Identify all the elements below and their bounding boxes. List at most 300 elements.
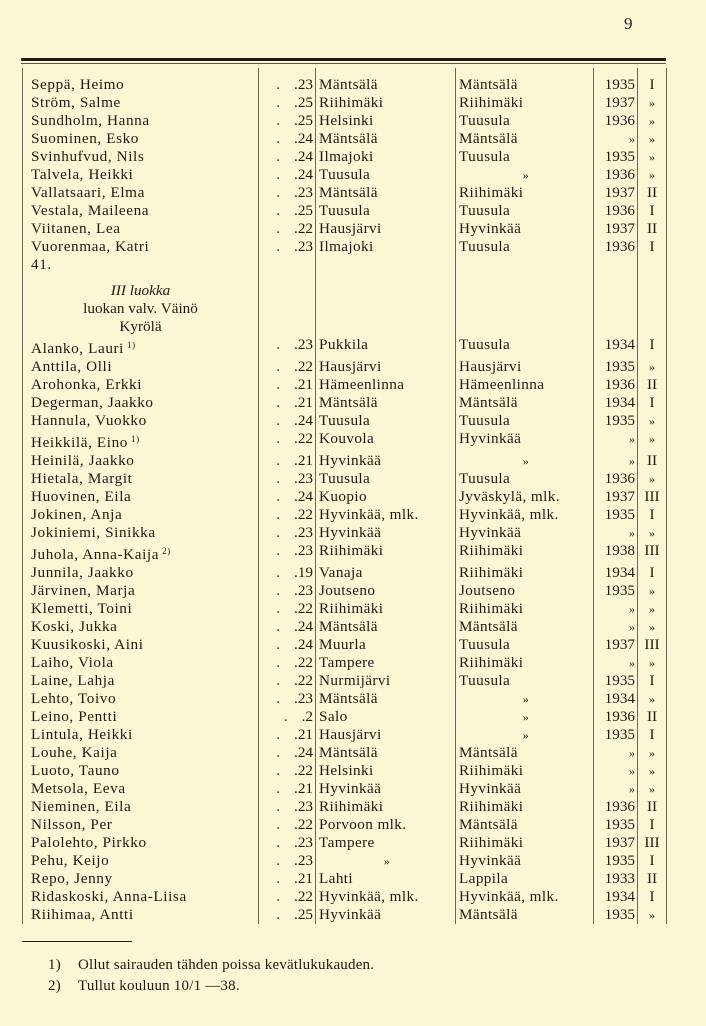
birthplace-cell [316, 336, 456, 358]
birth-year: .23 [294, 834, 313, 851]
grade-cell [638, 202, 667, 220]
residence: Mäntsälä [459, 130, 518, 147]
student-name: Seppä, Heimo [31, 76, 125, 93]
birth-year: .19 [294, 564, 313, 581]
birth-year-cell [259, 412, 316, 430]
student-name-cell [23, 726, 259, 744]
student-name-cell [23, 744, 259, 762]
birth-year-cell [259, 76, 316, 94]
entry-year-cell [594, 654, 638, 672]
student-name: Anttila, Olli [31, 358, 113, 375]
birthplace: Mäntsälä [319, 690, 378, 707]
residence: Riihimäki [459, 564, 524, 581]
residence: Jyväskylä, mlk. [459, 488, 560, 505]
birthplace: Hausjärvi [319, 726, 382, 743]
birthplace-cell [316, 816, 456, 834]
table-row [23, 394, 667, 412]
birth-year: .22 [294, 506, 313, 523]
residence: Tuusula [459, 112, 511, 129]
grade: II [646, 452, 658, 469]
table-row [23, 452, 667, 470]
birth-year-cell [259, 726, 316, 744]
class-heading: III luokka [23, 282, 259, 300]
entry-year-cell [594, 184, 638, 202]
birthplace-cell [316, 220, 456, 238]
entry-year-cell [594, 524, 638, 542]
grade: I [649, 852, 655, 869]
student-name-cell [23, 906, 259, 924]
grade: II [646, 220, 658, 237]
birthplace-cell [316, 488, 456, 506]
birth-year-cell [259, 690, 316, 708]
entry-year-cell [594, 148, 638, 166]
residence-cell [456, 636, 594, 654]
birth-year: .23 [294, 238, 313, 255]
table-row [23, 690, 667, 708]
grade-cell [638, 852, 667, 870]
leader-dot: . [276, 166, 281, 183]
birthplace-cell [316, 672, 456, 690]
grade: » [649, 150, 655, 164]
entry-year-cell [594, 238, 638, 256]
student-name: Svinhufvud, Nils [31, 148, 145, 165]
birth-year-cell [259, 636, 316, 654]
birthplace: Hämeenlinna [319, 376, 405, 393]
grade-cell [638, 220, 667, 238]
birthplace: Lahti [319, 870, 354, 887]
table-row [23, 654, 667, 672]
table-row [23, 524, 667, 542]
grade: » [649, 584, 655, 598]
leader-dot: . [276, 618, 281, 635]
birthplace: Joutseno [319, 582, 376, 599]
grade-cell [638, 452, 667, 470]
birth-year: .25 [294, 94, 313, 111]
entry-year: 1936 [604, 470, 635, 487]
grade: » [649, 432, 655, 446]
birth-year-cell [259, 202, 316, 220]
student-name-cell [23, 452, 259, 470]
student-name: Nieminen, Eila [31, 798, 132, 815]
table-row [23, 672, 667, 690]
leader-dot: . [276, 690, 281, 707]
birth-year-cell [259, 672, 316, 690]
leader-dot: . [276, 524, 281, 541]
grade: III [644, 636, 660, 653]
residence: Lappila [459, 870, 509, 887]
page-number: 9 [624, 14, 633, 33]
birthplace: Mäntsälä [319, 744, 378, 761]
table-row [23, 542, 667, 564]
grade-cell [638, 564, 667, 582]
table-row [23, 470, 667, 488]
grade: » [649, 602, 655, 616]
birthplace-cell [316, 798, 456, 816]
residence-cell [456, 690, 594, 708]
student-name-cell [23, 166, 259, 184]
birth-year-cell [259, 798, 316, 816]
grade: » [649, 472, 655, 486]
birthplace: Pukkila [319, 336, 369, 353]
grade-cell [638, 506, 667, 524]
birth-year-cell [259, 220, 316, 238]
student-name: Koski, Jukka [31, 618, 118, 635]
grade-cell [638, 238, 667, 256]
residence: Tuusula [459, 412, 511, 429]
student-name: Junnila, Jaakko [31, 564, 134, 581]
grade-cell [638, 542, 667, 564]
entry-year: 1934 [604, 394, 635, 411]
grade-cell [638, 488, 667, 506]
residence-cell [456, 744, 594, 762]
grade: I [649, 564, 655, 581]
residence-cell [456, 852, 594, 870]
student-name: Järvinen, Marja [31, 582, 136, 599]
entry-year: » [629, 602, 635, 616]
entry-year-cell [594, 166, 638, 184]
grade: » [649, 782, 655, 796]
birth-year-cell [259, 148, 316, 166]
residence: Joutseno [459, 582, 516, 599]
grade-cell [638, 76, 667, 94]
birth-year-cell [259, 336, 316, 358]
residence: » [522, 710, 530, 724]
leader-dot: . [276, 726, 281, 743]
entry-year: 1937 [604, 184, 635, 201]
birth-year-cell [259, 816, 316, 834]
grade: » [649, 96, 655, 110]
birth-year: .24 [294, 412, 313, 429]
leader-dot: . [276, 202, 281, 219]
residence-cell [456, 452, 594, 470]
birth-year-cell [259, 708, 316, 726]
student-name-cell [23, 582, 259, 600]
birth-year: .25 [294, 112, 313, 129]
birthplace-cell [316, 870, 456, 888]
birthplace-cell [316, 394, 456, 412]
birth-year: .24 [294, 148, 313, 165]
grade: III [644, 542, 660, 559]
residence-cell [456, 394, 594, 412]
student-name-cell [23, 238, 259, 256]
table-row [23, 762, 667, 780]
entry-year: 1937 [604, 94, 635, 111]
student-name: Huovinen, Eila [31, 488, 132, 505]
table-row [23, 220, 667, 238]
grade: » [649, 620, 655, 634]
grade: I [649, 816, 655, 833]
leader-dot: . [276, 564, 281, 581]
entry-year-cell [594, 582, 638, 600]
grade: » [649, 764, 655, 778]
student-name-cell [23, 112, 259, 130]
entry-year: » [629, 454, 635, 468]
birthplace-cell [316, 94, 456, 112]
birthplace: Hausjärvi [319, 358, 382, 375]
residence-cell [456, 202, 594, 220]
table-row [23, 238, 667, 256]
student-name-cell [23, 708, 259, 726]
residence-cell [456, 238, 594, 256]
birthplace: Mäntsälä [319, 184, 378, 201]
student-name-cell [23, 470, 259, 488]
entry-year: 1936 [604, 202, 635, 219]
student-name-cell [23, 888, 259, 906]
birthplace-cell [316, 780, 456, 798]
birthplace-cell [316, 564, 456, 582]
birthplace: Hyvinkää, mlk. [319, 506, 419, 523]
birth-year: .23 [294, 524, 313, 541]
leader-dot: . [276, 780, 281, 797]
birth-year-cell [259, 112, 316, 130]
birthplace-cell [316, 130, 456, 148]
leader-dot: . [276, 94, 281, 111]
birth-year-cell [259, 130, 316, 148]
birth-year-cell [259, 238, 316, 256]
grade: II [646, 870, 658, 887]
entry-year-cell [594, 220, 638, 238]
entry-year: 1934 [604, 690, 635, 707]
table-row [23, 506, 667, 524]
student-name: Ridaskoski, Anna-Liisa [31, 888, 187, 905]
student-name: Hannula, Vuokko [31, 412, 147, 429]
leader-dot: . [276, 452, 281, 469]
birthplace: Helsinki [319, 762, 374, 779]
entry-year-cell [594, 816, 638, 834]
table-row [23, 780, 667, 798]
grade-cell [638, 636, 667, 654]
table-row [23, 636, 667, 654]
student-name: Repo, Jenny [31, 870, 113, 887]
student-table [22, 68, 666, 924]
grade: » [649, 168, 655, 182]
birthplace-cell [316, 112, 456, 130]
birth-year: .23 [294, 542, 313, 559]
birthplace: Helsinki [319, 112, 374, 129]
footnote-text: Ollut sairauden tähden poissa kevätlukukauden. [78, 957, 375, 973]
entry-year: 1934 [604, 888, 635, 905]
birthplace-cell [316, 906, 456, 924]
birth-year: .24 [294, 130, 313, 147]
table-row [23, 564, 667, 582]
birthplace-cell [316, 636, 456, 654]
residence-cell [456, 816, 594, 834]
residence-cell [456, 798, 594, 816]
grade-cell [638, 130, 667, 148]
student-name-cell [23, 220, 259, 238]
table-row [23, 94, 667, 112]
birthplace: Kuopio [319, 488, 367, 505]
student-name: Heinilä, Jaakko [31, 452, 135, 469]
entry-year: 1935 [604, 506, 635, 523]
entry-year: 1936 [604, 166, 635, 183]
grade: II [646, 708, 658, 725]
residence: » [522, 692, 530, 706]
birthplace: Ilmajoki [319, 148, 374, 165]
entry-year-cell [594, 336, 638, 358]
leader-dot: . [276, 358, 281, 375]
entry-year: » [629, 782, 635, 796]
table-row [23, 488, 667, 506]
table-row [23, 906, 667, 924]
birth-year: .22 [294, 358, 313, 375]
birthplace: Riihimäki [319, 542, 384, 559]
residence-cell [456, 906, 594, 924]
footnote-mark: 2) [48, 978, 61, 994]
residence: Tuusula [459, 148, 511, 165]
birthplace-cell [316, 834, 456, 852]
entry-year: 1936 [604, 112, 635, 129]
leader-dot: . [276, 336, 281, 353]
grade-cell [638, 358, 667, 376]
birth-year: .24 [294, 488, 313, 505]
birth-year: .24 [294, 166, 313, 183]
birth-year: .23 [294, 852, 313, 869]
birthplace: Hyvinkää [319, 452, 382, 469]
residence: Riihimäki [459, 834, 524, 851]
entry-year-cell [594, 672, 638, 690]
grade-cell [638, 870, 667, 888]
entry-year: 1936 [604, 708, 635, 725]
leader-dot: . [276, 600, 281, 617]
residence: Hyvinkää, mlk. [459, 888, 559, 905]
birthplace: Muurla [319, 636, 367, 653]
birth-year: .23 [294, 798, 313, 815]
birth-year: .22 [294, 220, 313, 237]
birth-year-cell [259, 744, 316, 762]
student-name: Palolehto, Pirkko [31, 834, 147, 851]
grade-cell [638, 906, 667, 924]
residence: » [522, 728, 530, 742]
leader-dot: . [283, 708, 288, 725]
student-name: Pehu, Keijo [31, 852, 110, 869]
residence-cell [456, 220, 594, 238]
birthplace-cell [316, 744, 456, 762]
birthplace: Hyvinkää, mlk. [319, 888, 419, 905]
entry-year: 1935 [604, 76, 635, 93]
student-name: Luoto, Tauno [31, 762, 120, 779]
leader-dot: . [276, 220, 281, 237]
birth-year-cell [259, 870, 316, 888]
leader-dot: . [276, 184, 281, 201]
leader-dot: . [276, 376, 281, 393]
table-row [23, 834, 667, 852]
table-row [23, 430, 667, 452]
leader-dot: . [276, 816, 281, 833]
table-row [23, 112, 667, 130]
leader-dot: . [276, 76, 281, 93]
birth-year: .22 [294, 672, 313, 689]
birth-year: .2 [301, 708, 313, 725]
table-row [23, 600, 667, 618]
leader-dot: . [276, 488, 281, 505]
grade: I [649, 336, 655, 353]
entry-year-cell [594, 506, 638, 524]
residence: » [522, 168, 530, 182]
birth-year-cell [259, 376, 316, 394]
table-row [23, 582, 667, 600]
entry-year: » [629, 656, 635, 670]
residence-cell [456, 564, 594, 582]
grade-cell [638, 726, 667, 744]
entry-year-cell [594, 452, 638, 470]
birth-year-cell [259, 600, 316, 618]
leader-dot: . [276, 888, 281, 905]
residence-cell [456, 870, 594, 888]
birthplace-cell [316, 852, 456, 870]
grade-cell [638, 376, 667, 394]
birth-year-cell [259, 582, 316, 600]
residence: Mäntsälä [459, 906, 518, 923]
birthplace: Mäntsälä [319, 76, 378, 93]
birthplace-cell [316, 690, 456, 708]
student-name: Kuusikoski, Aini [31, 636, 144, 653]
birth-year-cell [259, 524, 316, 542]
student-name: Ström, Salme [31, 94, 121, 111]
grade: II [646, 376, 658, 393]
footnote-text: Tullut kouluun 10/1 —38. [78, 978, 240, 994]
residence-cell [456, 524, 594, 542]
table-row [23, 852, 667, 870]
entry-year: 1937 [604, 488, 635, 505]
residence: Riihimäki [459, 600, 524, 617]
birthplace: Kouvola [319, 430, 375, 447]
grade: » [649, 360, 655, 374]
grade: III [644, 834, 660, 851]
birth-year: .22 [294, 816, 313, 833]
birth-year: .23 [294, 184, 313, 201]
birth-year: .23 [294, 470, 313, 487]
residence: Tuusula [459, 336, 511, 353]
grade-cell [638, 148, 667, 166]
entry-year-cell [594, 488, 638, 506]
student-name: Laine, Lahja [31, 672, 115, 689]
residence-cell [456, 166, 594, 184]
residence-cell [456, 112, 594, 130]
table-row [23, 202, 667, 220]
residence: Riihimäki [459, 542, 524, 559]
birth-year: .23 [294, 690, 313, 707]
grade-cell [638, 798, 667, 816]
birthplace-cell [316, 524, 456, 542]
entry-year: » [629, 620, 635, 634]
grade-cell [638, 582, 667, 600]
table-row [23, 358, 667, 376]
birthplace: Riihimäki [319, 600, 384, 617]
grade: » [649, 114, 655, 128]
grade: I [649, 726, 655, 743]
residence-cell [456, 470, 594, 488]
grade: III [644, 488, 660, 505]
birth-year: .23 [294, 76, 313, 93]
birth-year-cell [259, 762, 316, 780]
student-name-cell [23, 524, 259, 542]
birth-year: .22 [294, 654, 313, 671]
student-name-cell [23, 184, 259, 202]
student-name: Laiho, Viola [31, 654, 114, 671]
birth-year: .21 [294, 780, 313, 797]
grade-cell [638, 618, 667, 636]
entry-year-cell [594, 762, 638, 780]
birthplace: Porvoon mlk. [319, 816, 407, 833]
residence: Riihimäki [459, 94, 524, 111]
birthplace-cell [316, 376, 456, 394]
entry-year-cell [594, 780, 638, 798]
entry-year: 1935 [604, 412, 635, 429]
grade-cell [638, 780, 667, 798]
entry-year-cell [594, 564, 638, 582]
birthplace-cell [316, 166, 456, 184]
